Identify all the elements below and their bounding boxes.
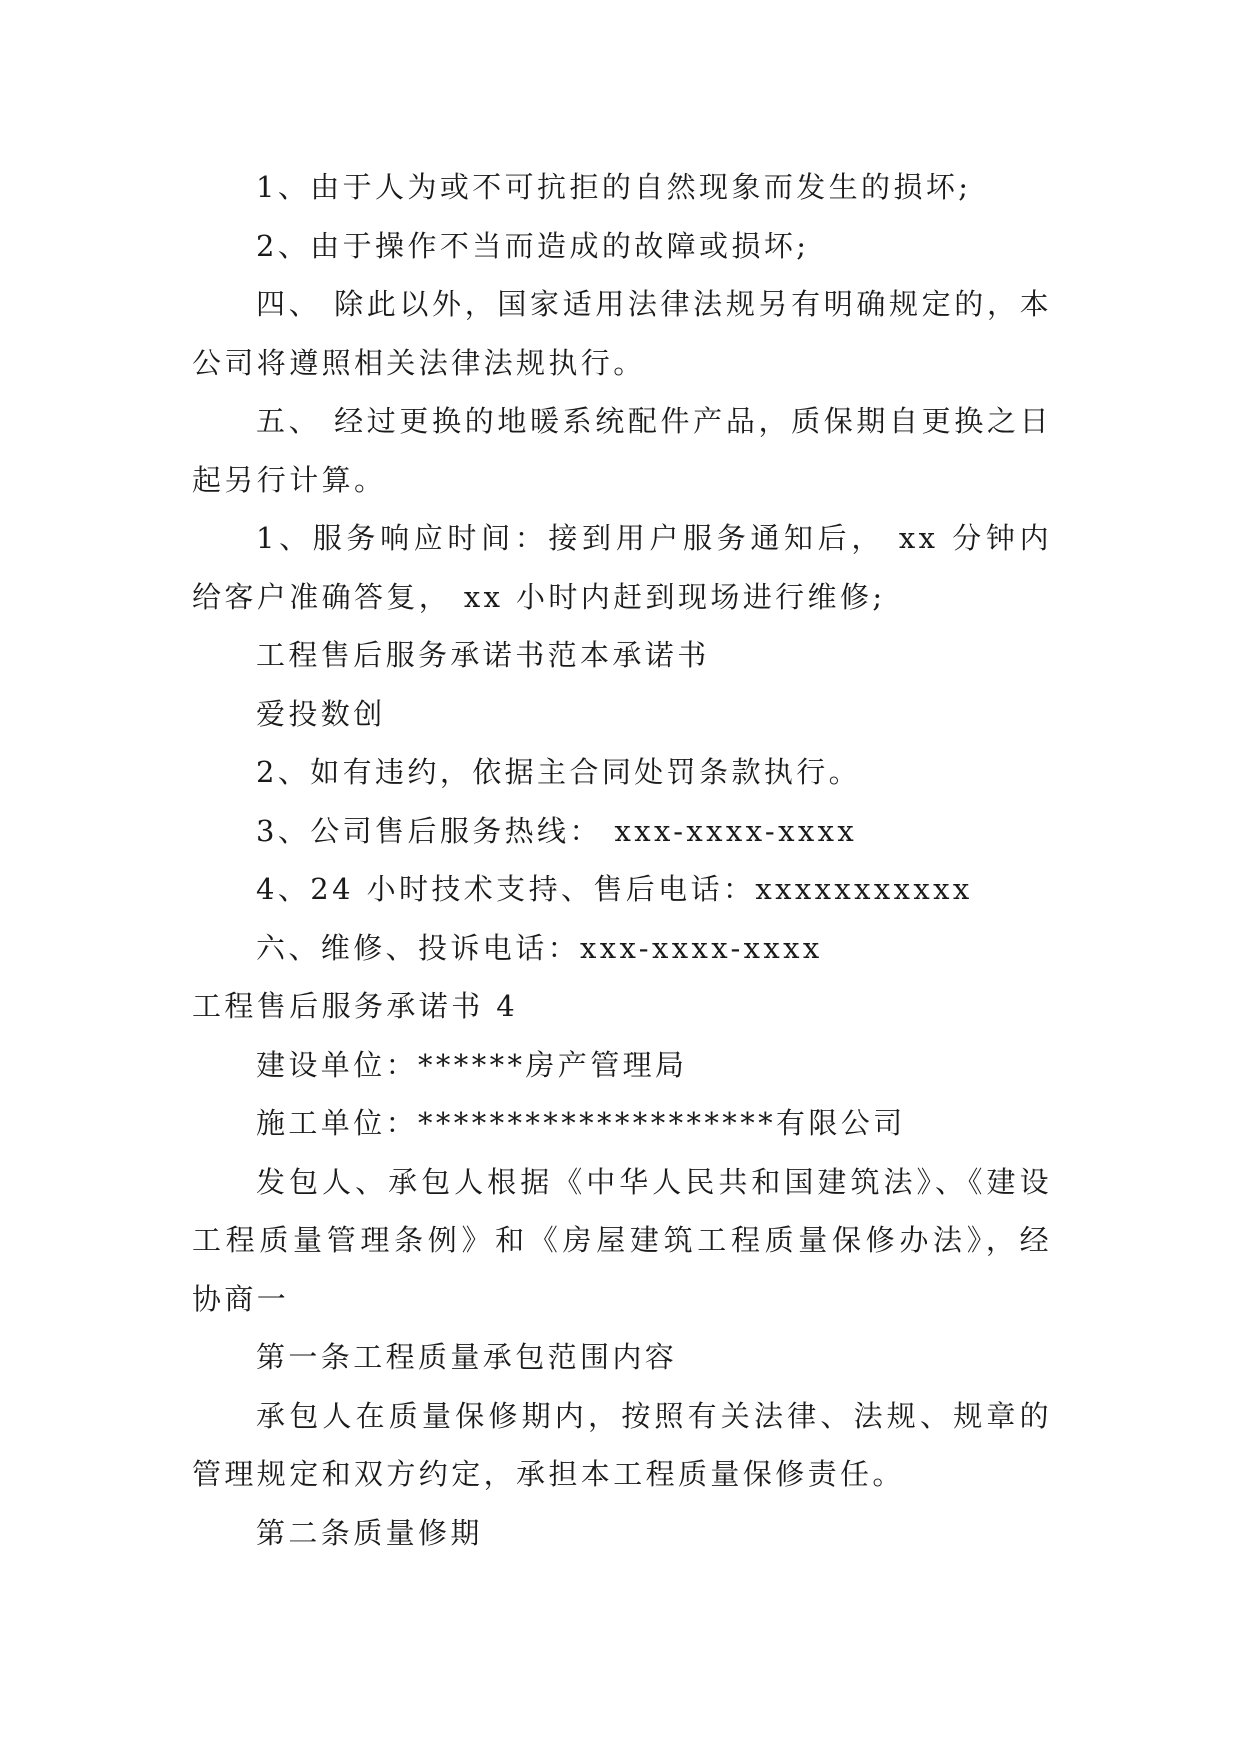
paragraph-contractor: 施工单位：********************有限公司 bbox=[256, 1106, 906, 1140]
section-heading-commitment-4: 工程售后服务承诺书 4 bbox=[192, 989, 519, 1023]
paragraph-damage-misoperation: 2、由于操作不当而造成的故障或损坏; bbox=[256, 228, 810, 263]
article-two-heading: 第二条质量修期 bbox=[256, 1515, 483, 1550]
paragraph-hotline: 3、公司售后服务热线： xxx-xxxx-xxxx bbox=[256, 813, 858, 848]
paragraph-legal-basis: 发包人、承包人根据《中华人民共和国建筑法》、《建设工程质量管理条例》和《房屋建筑工程质量保修办法》，经协商一 bbox=[192, 1164, 1052, 1316]
paragraph-template-title: 工程售后服务承诺书范本承诺书 bbox=[256, 638, 710, 672]
paragraph-complaint-phone: 六、维修、投诉电话：xxx-xxxx-xxxx bbox=[256, 930, 823, 965]
paragraph-warranty-responsibility: 承包人在质量保修期内，按照有关法律、法规、规章的管理规定和双方约定，承担本工程质量保修责任。 bbox=[192, 1398, 1052, 1491]
paragraph-brand: 爱投数创 bbox=[256, 696, 386, 731]
paragraph-section-five: 五、 经过更换的地暖系统配件产品，质保期自更换之日起另行计算。 bbox=[192, 404, 1052, 497]
document-body bbox=[192, 158, 1052, 1562]
paragraph-response-time: 1、服务响应时间：接到用户服务通知后， xx 分钟内给客户准确答复， xx 小时内赶到现场进行维修; bbox=[192, 521, 1052, 614]
paragraph-construction-owner: 建设单位：******房产管理局 bbox=[256, 1047, 688, 1082]
paragraph-damage-force-majeure: 1、由于人为或不可抗拒的自然现象而发生的损坏; bbox=[256, 170, 972, 204]
paragraph-section-four: 四、 除此以外，国家适用法律法规另有明确规定的，本公司将遵照相关法律法规执行。 bbox=[192, 287, 1052, 380]
paragraph-support-phone: 4、24 小时技术支持、售后电话：xxxxxxxxxxx bbox=[256, 872, 973, 906]
article-one-heading: 第一条工程质量承包范围内容 bbox=[256, 1340, 678, 1374]
paragraph-breach: 2、如有违约，依据主合同处罚条款执行。 bbox=[256, 755, 862, 789]
